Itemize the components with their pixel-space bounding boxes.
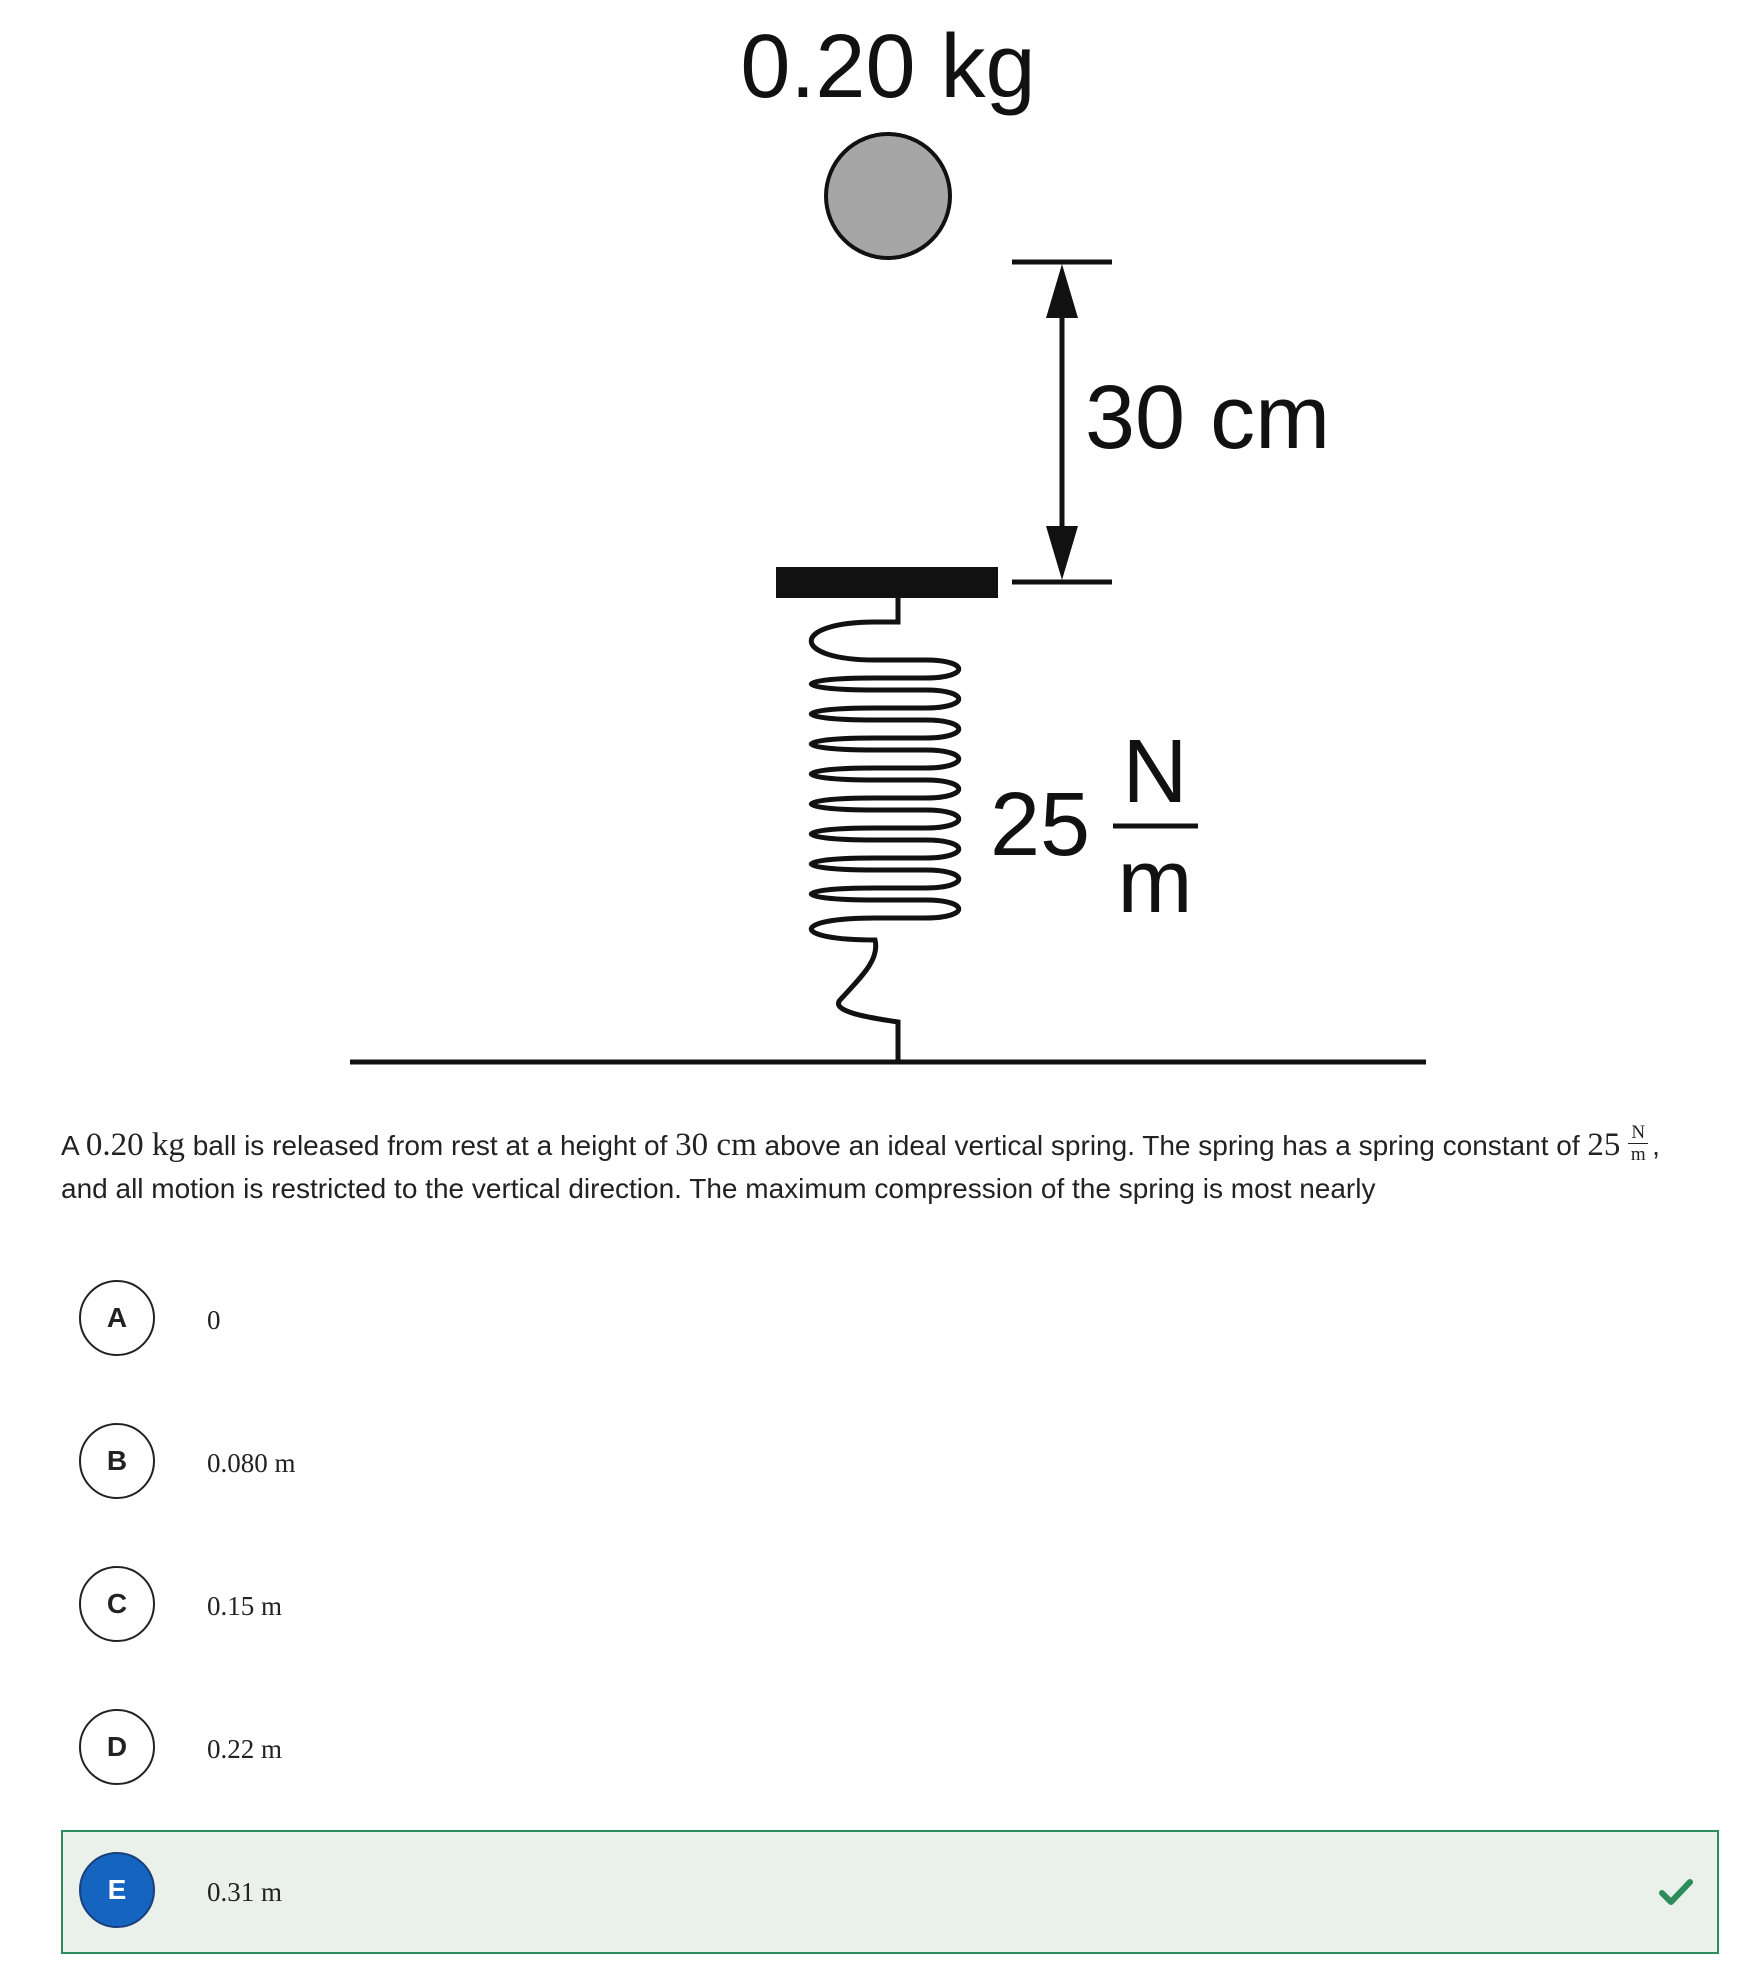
spring-constant-label (990, 722, 1198, 932)
question-k-unit-denominator: m (1630, 1144, 1646, 1166)
answer-choice-a[interactable] (61, 1258, 1719, 1382)
choice-text: 0.31 m (207, 1877, 283, 1907)
checkmark-icon (1659, 1878, 1693, 1906)
question-prompt (61, 1124, 1701, 1210)
answer-choice-d[interactable] (61, 1687, 1719, 1811)
choice-letter-badge: B (79, 1423, 155, 1499)
choice-text: 0.22 m (207, 1734, 283, 1764)
answer-choice-b[interactable] (61, 1401, 1719, 1525)
answer-choice-e[interactable] (61, 1830, 1719, 1954)
question-text-3: above an ideal vertical spring. The spring has a spring constant of (756, 1130, 1588, 1161)
height-label: 30 cm (1085, 368, 1331, 468)
question-text-4: , and all motion is restricted to the vertical direction. The maximum compression of the spring is most nearly (61, 1130, 1660, 1205)
question-text-2: ball is released from rest at a height of (184, 1130, 676, 1161)
mass-label: 0.20 kg (740, 17, 1036, 117)
choice-text: 0.080 m (207, 1448, 296, 1478)
choice-letter-badge: A (79, 1280, 155, 1356)
spring-constant-value: 25 (990, 775, 1091, 875)
spring-platform (776, 567, 998, 598)
spring-constant-unit-numerator: N (1122, 722, 1188, 822)
choice-letter-badge: E (79, 1852, 155, 1928)
spring-constant-unit-denominator: m (1117, 832, 1193, 932)
question-text-1: A (61, 1130, 86, 1161)
choice-letter-badge: C (79, 1566, 155, 1642)
choice-text: 0.15 m (207, 1591, 283, 1621)
question-k-value: 25 (1587, 1127, 1621, 1163)
question-height: 30 cm (675, 1127, 757, 1163)
question-k-unit-numerator: N (1628, 1123, 1648, 1144)
answer-choice-c[interactable] (61, 1544, 1719, 1668)
ball (826, 134, 950, 258)
question-mass: 0.20 kg (85, 1127, 185, 1163)
spring-coil (811, 598, 959, 1062)
question-k-unit (1628, 1123, 1648, 1164)
choice-letter-badge: D (79, 1709, 155, 1785)
choice-text: 0 (207, 1305, 221, 1335)
